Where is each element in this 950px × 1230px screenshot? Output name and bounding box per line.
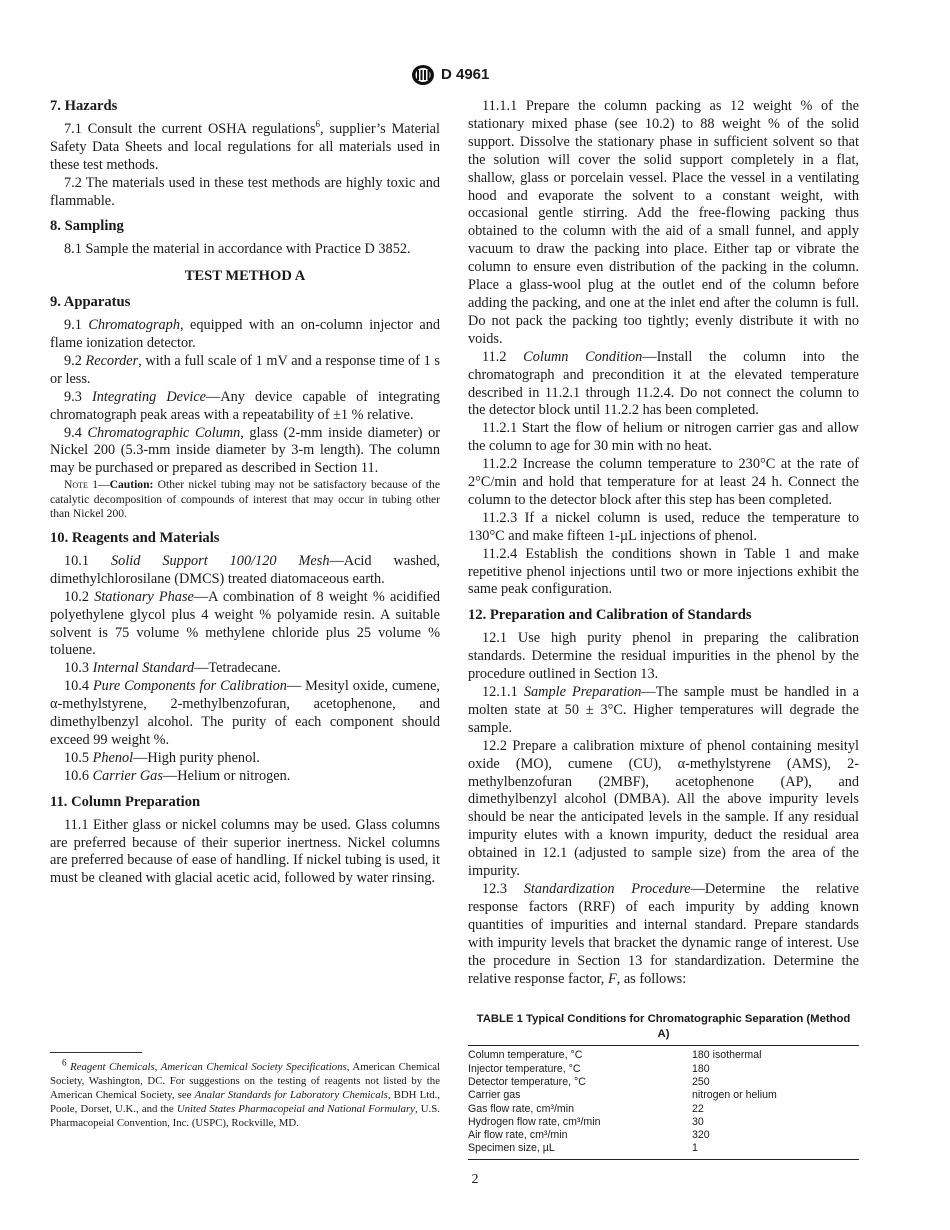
paragraph-9-3: 9.3 Integrating Device—Any device capable of integrating chromatograph peak areas with a repeatability of ±1 % relative. (50, 388, 440, 423)
paragraph-12-2: 12.2 Prepare a calibration mixture of phenol containing mesityl oxide (MO), cumene (CU), α-methylstyrene (AMS), 2-methylbenzofuran (2MBF), acetophenone (AP), and dimethylbenzyl alcohol (DMBA). All the above impurity levels should be near the anticipated levels in the sample. If any residual impurity elutes with a known impurity, deduct the residual area obtained in 12.1 (adjusted to sample size) from the area of the impurity. (468, 737, 859, 880)
footnote-rule (50, 1052, 142, 1053)
table-cell-value: 180 (692, 1062, 710, 1075)
paragraph-10-6: 10.6 Carrier Gas—Helium or nitrogen. (64, 767, 291, 784)
paragraph-10-2: 10.2 Stationary Phase—A combination of 8 weight % acidified polyethylene glycol plus 4 weight % polyamide resin. A suitable solvent is 75 volume % methylene chloride plus 25 volume % toluene. (50, 588, 441, 659)
table-1 (468, 1012, 859, 1159)
document-designation: D 4961 (441, 66, 490, 83)
paragraph-7-1: 7.1 Consult the current OSHA regulations$^6$, supplier’s Material Safety Data Sheets and local regulations for all materials used in these test methods. (50, 119, 441, 173)
astm-logo-icon (411, 64, 435, 86)
paragraph-11-2-3: 11.2.3 If a nickel column is used, reduce the temperature to 130°C and make fifteen 1-µL injections of phenol. (468, 509, 859, 544)
paragraph-9-1: 9.1 Chromatograph, equipped with an on-column injector and flame ionization detector. (50, 317, 440, 351)
table-row (468, 1103, 859, 1116)
paragraph-9-4: 9.4 Chromatographic Column, glass (2-mm inside diameter) or Nickel 200 (5.3-mm inside diameter by 3-m length). The column may be purchased or prepared as described in Section 11. (50, 424, 440, 477)
table-row (468, 1129, 859, 1142)
right-column (468, 98, 859, 1160)
paragraph-10-1: 10.1 Solid Support 100/120 Mesh—Acid washed, dimethylchlorosilane (DMCS) treated diatomaceous earth. (50, 552, 440, 587)
table-row (468, 1063, 859, 1076)
test-method-heading: TEST METHOD A (184, 268, 306, 285)
section-heading-reagents: 10. Reagents and Materials (50, 530, 220, 546)
table-cell-label: Gas flow rate, cm³/min (468, 1102, 574, 1115)
table-cell-value: 30 (692, 1115, 704, 1128)
table-caption: TABLE 1 Typical Conditions for Chromatographic Separation (Method A) (476, 1013, 851, 1041)
section-heading-sampling: 8. Sampling (50, 218, 124, 235)
table-cell-value: 1 (692, 1142, 698, 1155)
table-cell-label: Air flow rate, cm³/min (468, 1129, 568, 1142)
paragraph-11-1-1: 11.1.1 Prepare the column packing as 12 weight % of the stationary mixed phase (see 10.2) to 88 weight % of the solid support. Dissolve the stationary phase in sufficient solvent so that the solution will cover the solid support completely in a flat, shallow, glass or porcelain vessel. Place the vessel in a ventilating hood and evaporate the solvent to a constant weight, with occasional gentle stirring. Add the free-flowing packing thus obtained to the column with the aid of a small funnel, and apply vacuum to draw the packing into place. Either tap or vibrate the column to ensure even distribution of the packing in the column. Place a glass-wool plug at the outlet end of the column before adding the packing, and one at the inlet end after the column is full. Do not pack the packing too tightly; evenly distribute it with no voids. (468, 98, 859, 347)
table-cell-label: Column temperature, °C (468, 1049, 583, 1062)
paragraph-11-2: 11.2 Column Condition—Install the column into the chromatograph and precondition it at the elevated temperature described in 11.2.1 through 11.2.4. Do not connect the column to the detector block until 11.2.2 has been completed. (468, 348, 860, 419)
table-row (468, 1046, 859, 1063)
paragraph-11-2-2: 11.2.2 Increase the column temperature to 230°C at the rate of 2°C/min and hold that temperature for at least 24 h. Connect the column to the detector block after this step has been completed. (468, 456, 859, 508)
paragraph-9-2: 9.2 Recorder, with a full scale of 1 mV and a response time of 1 s or less. (50, 352, 440, 387)
section-heading-apparatus: 9. Apparatus (50, 294, 131, 311)
table-row (468, 1089, 859, 1102)
paragraph-12-3: 12.3 Standardization Procedure—Determine the relative response factors (RRF) of each impurity by adding known quantities of impurities and internal standard. Prepare standards with impurity levels that bracket the dynamic range of interest. Use the procedure in Section 13 for standardization. Determine the relative response factor, F, as follows: (468, 880, 859, 987)
footnote-6: $^6$ Reagent Chemicals, American Chemical Society Specifications, American Chemical Society, Washington, DC. For suggestions on the testing of reagents not listed by the American Chemical Society, see Analar Standards for Laboratory Chemicals, BDH Ltd., Poole, Dorset, U.K., and the United States Pharmacopeial and National Formulary, U.S. Pharmacopeial Convention, Inc. (USPC), Rockville, MD. (50, 1057, 441, 1129)
section-heading-hazards: 7. Hazards (50, 98, 118, 114)
paragraph-10-5: 10.5 Phenol—High purity phenol. (64, 749, 260, 766)
table-cell-value: nitrogen or helium (692, 1089, 777, 1102)
section-heading-calibration: 12. Preparation and Calibration of Standards (468, 607, 752, 624)
table-cell-value: 180 isothermal (692, 1049, 762, 1062)
conditions-table (468, 1045, 859, 1159)
footnote-ref: 6 (315, 119, 321, 130)
paragraph-7-2: 7.2 The materials used in these test methods are highly toxic and flammable. (50, 174, 440, 209)
section-heading-column-preparation: 11. Column Preparation (50, 793, 201, 810)
table-row (468, 1142, 859, 1159)
paragraph-10-3: 10.3 Internal Standard—Tetradecane. (64, 660, 281, 677)
paragraph-12-1: 12.1 Use high purity phenol in preparing the calibration standards. Determine the residual impurities in the phenol by the procedure outlined in Section 13. (468, 630, 859, 683)
table-cell-label: Injector temperature, °C (468, 1062, 581, 1075)
table-cell-value: 250 (692, 1076, 710, 1088)
table-cell-label: Carrier gas (468, 1089, 521, 1102)
table-cell-value: 320 (692, 1129, 710, 1142)
table-cell-value: 22 (692, 1102, 704, 1115)
table-cell-label: Hydrogen flow rate, cm³/min (468, 1115, 601, 1128)
table-cell-label: Specimen size, µL (468, 1142, 555, 1155)
page-header (0, 64, 950, 86)
paragraph-8-1: 8.1 Sample the material in accordance with Practice D 3852. (64, 241, 411, 258)
paragraph-11-2-4: 11.2.4 Establish the conditions shown in Table 1 and make repetitive phenol injections until two or more injections exhibit the same peak configuration. (468, 545, 859, 598)
note-1: Note 1—Caution: Other nickel tubing may not be satisfactory because of the catalytic decomposition of compounds of interest that may occur in tubing other than Nickel 200. (50, 478, 440, 521)
table-row (468, 1116, 859, 1129)
paragraph-11-2-1: 11.2.1 Start the flow of helium or nitrogen carrier gas and allow the column to age for 30 min with no heat. (468, 420, 859, 455)
table-row (468, 1076, 859, 1089)
table-cell-label: Detector temperature, °C (468, 1076, 586, 1088)
left-column (50, 98, 440, 888)
paragraph-10-4: 10.4 Pure Components for Calibration— Mesityl oxide, cumene, α-methylstyrene, 2-methylbenzofuran, acetophenone, and dimethylbenzyl alcohol. The purity of each component should exceed 99 weight %. (50, 678, 441, 748)
paragraph-12-1-1: 12.1.1 Sample Preparation—The sample must be handled in a molten state at 50 ± 3°C. Higher temperatures will degrade the sample. (468, 684, 859, 736)
paragraph-11-1: 11.1 Either glass or nickel columns may be used. Glass columns are preferred because of their superior inertness. Nickel columns are preferred because of ease of handling. If nickel tubing is used, it must be cleaned with glacial acetic acid, followed by water rinsing. (50, 816, 440, 887)
page-number: 2 (471, 1172, 479, 1187)
